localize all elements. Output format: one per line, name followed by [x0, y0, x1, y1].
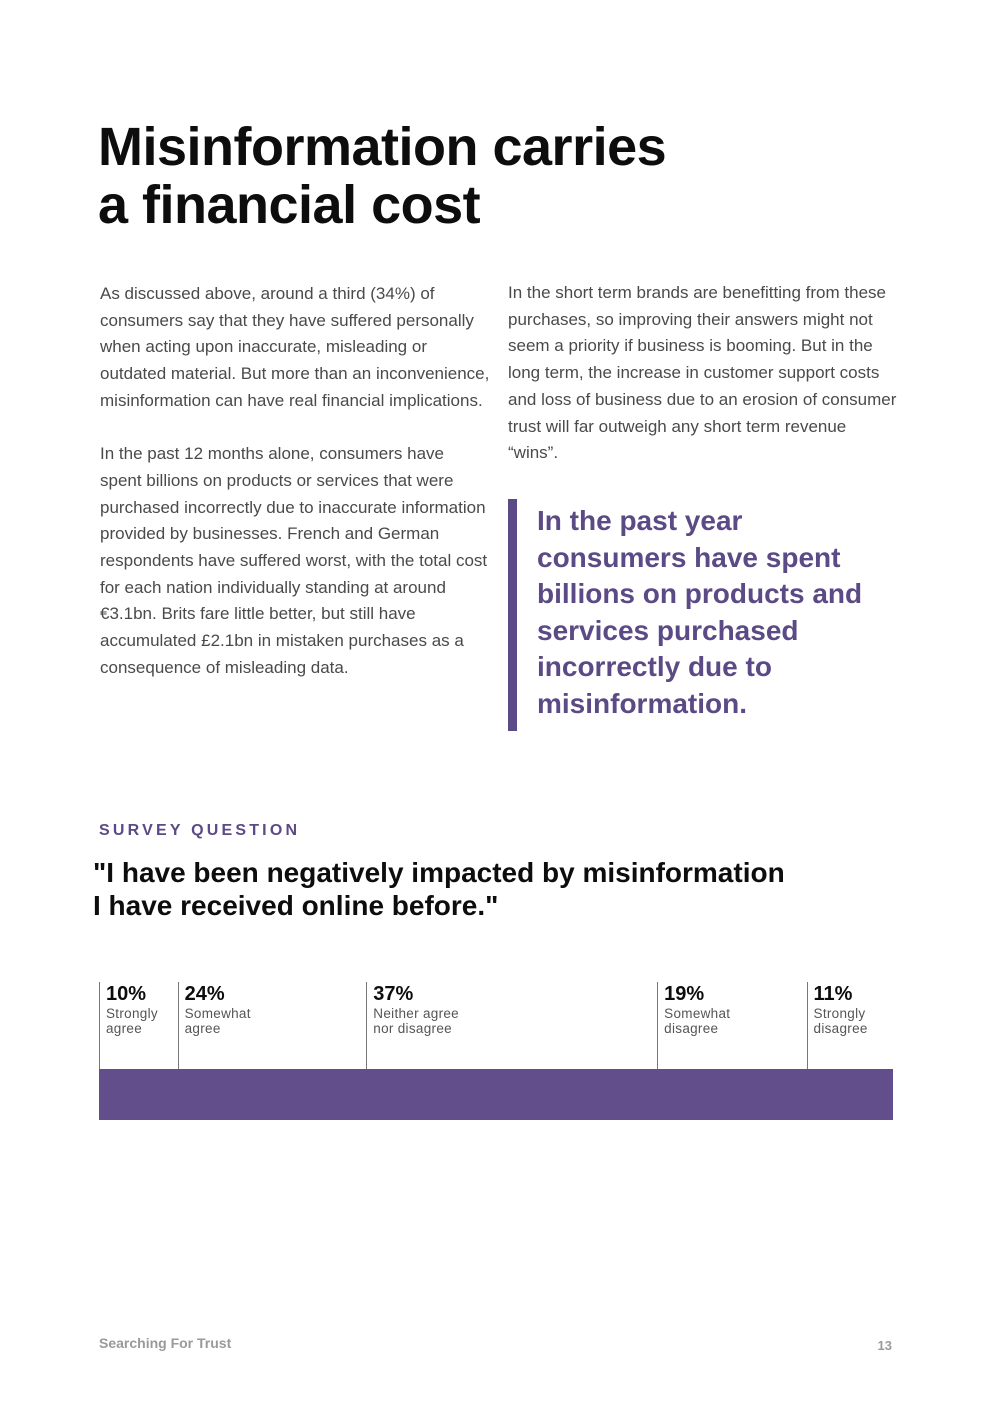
- survey-stacked-bar-chart: [99, 982, 893, 1120]
- page-title-line-2: a financial cost: [98, 175, 481, 235]
- page-title: [98, 118, 666, 234]
- page-title-line-1: Misinformation carries: [98, 117, 667, 177]
- segment-label: [366, 982, 657, 1069]
- segment-category-label: Somewhat agree: [184, 1006, 251, 1036]
- body-paragraph: In the short term brands are benefitting from these purchases, so improving their answers might not seem a priority if business is booming. But in the long term, the increase in customer support costs and loss of business due to an erosion of consumer trust will far outweigh any short term revenue “wins”.: [508, 283, 897, 463]
- segment-category-label: Somewhat disagree: [664, 1006, 731, 1036]
- body-column-right: [508, 280, 900, 494]
- segment-value-label: 19%: [664, 983, 705, 1005]
- segment-label: [99, 982, 178, 1069]
- bar-segment: [366, 1069, 657, 1120]
- bar-segment: [99, 1069, 178, 1120]
- pull-quote: [508, 499, 888, 731]
- survey-question: "I have been negatively impacted by misinformation I have received online before.": [93, 857, 785, 921]
- segment-category-label: Neither agree nor disagree: [373, 1006, 459, 1036]
- segment-value-label: 37%: [373, 983, 414, 1005]
- pull-quote-text: In the past year consumers have spent billions on products and services purchased incorrectly due to misinformation.: [537, 505, 863, 719]
- segment-label: [807, 982, 893, 1069]
- body-column-left: [100, 281, 490, 708]
- body-paragraph: In the past 12 months alone, consumers have spent billions on products or services that were purchased incorrectly due to inaccurate information provided by businesses. French and German respondents have suffered worst, with the total cost for each nation individually standing at around €3.1bn. Brits fare little better, but still have accumulated £2.1bn in mistaken purchases as a consequence of misleading data.: [100, 444, 488, 677]
- segment-value-label: 11%: [813, 983, 853, 1005]
- bar-segment: [657, 1069, 806, 1120]
- segment-label: [178, 982, 367, 1069]
- segment-value-label: 24%: [184, 983, 225, 1005]
- bar-row: [99, 1069, 893, 1120]
- bar-segment: [807, 1069, 893, 1120]
- footer-publication-title: Searching For Trust: [99, 1335, 232, 1351]
- segment-value-label: 10%: [106, 983, 147, 1005]
- segment-label: [657, 982, 806, 1069]
- page-number: 13: [877, 1338, 892, 1353]
- segment-category-label: Strongly disagree: [813, 1006, 868, 1036]
- segment-category-label: Strongly agree: [106, 1006, 158, 1036]
- bar-segment: [178, 1069, 367, 1120]
- body-paragraph: As discussed above, around a third (34%) of consumers say that they have suffered personally when acting upon inaccurate, misleading or outdated material. But more than an inconvenience, misinformation can have real financial implications.: [100, 284, 490, 410]
- survey-label: SURVEY QUESTION: [99, 822, 301, 839]
